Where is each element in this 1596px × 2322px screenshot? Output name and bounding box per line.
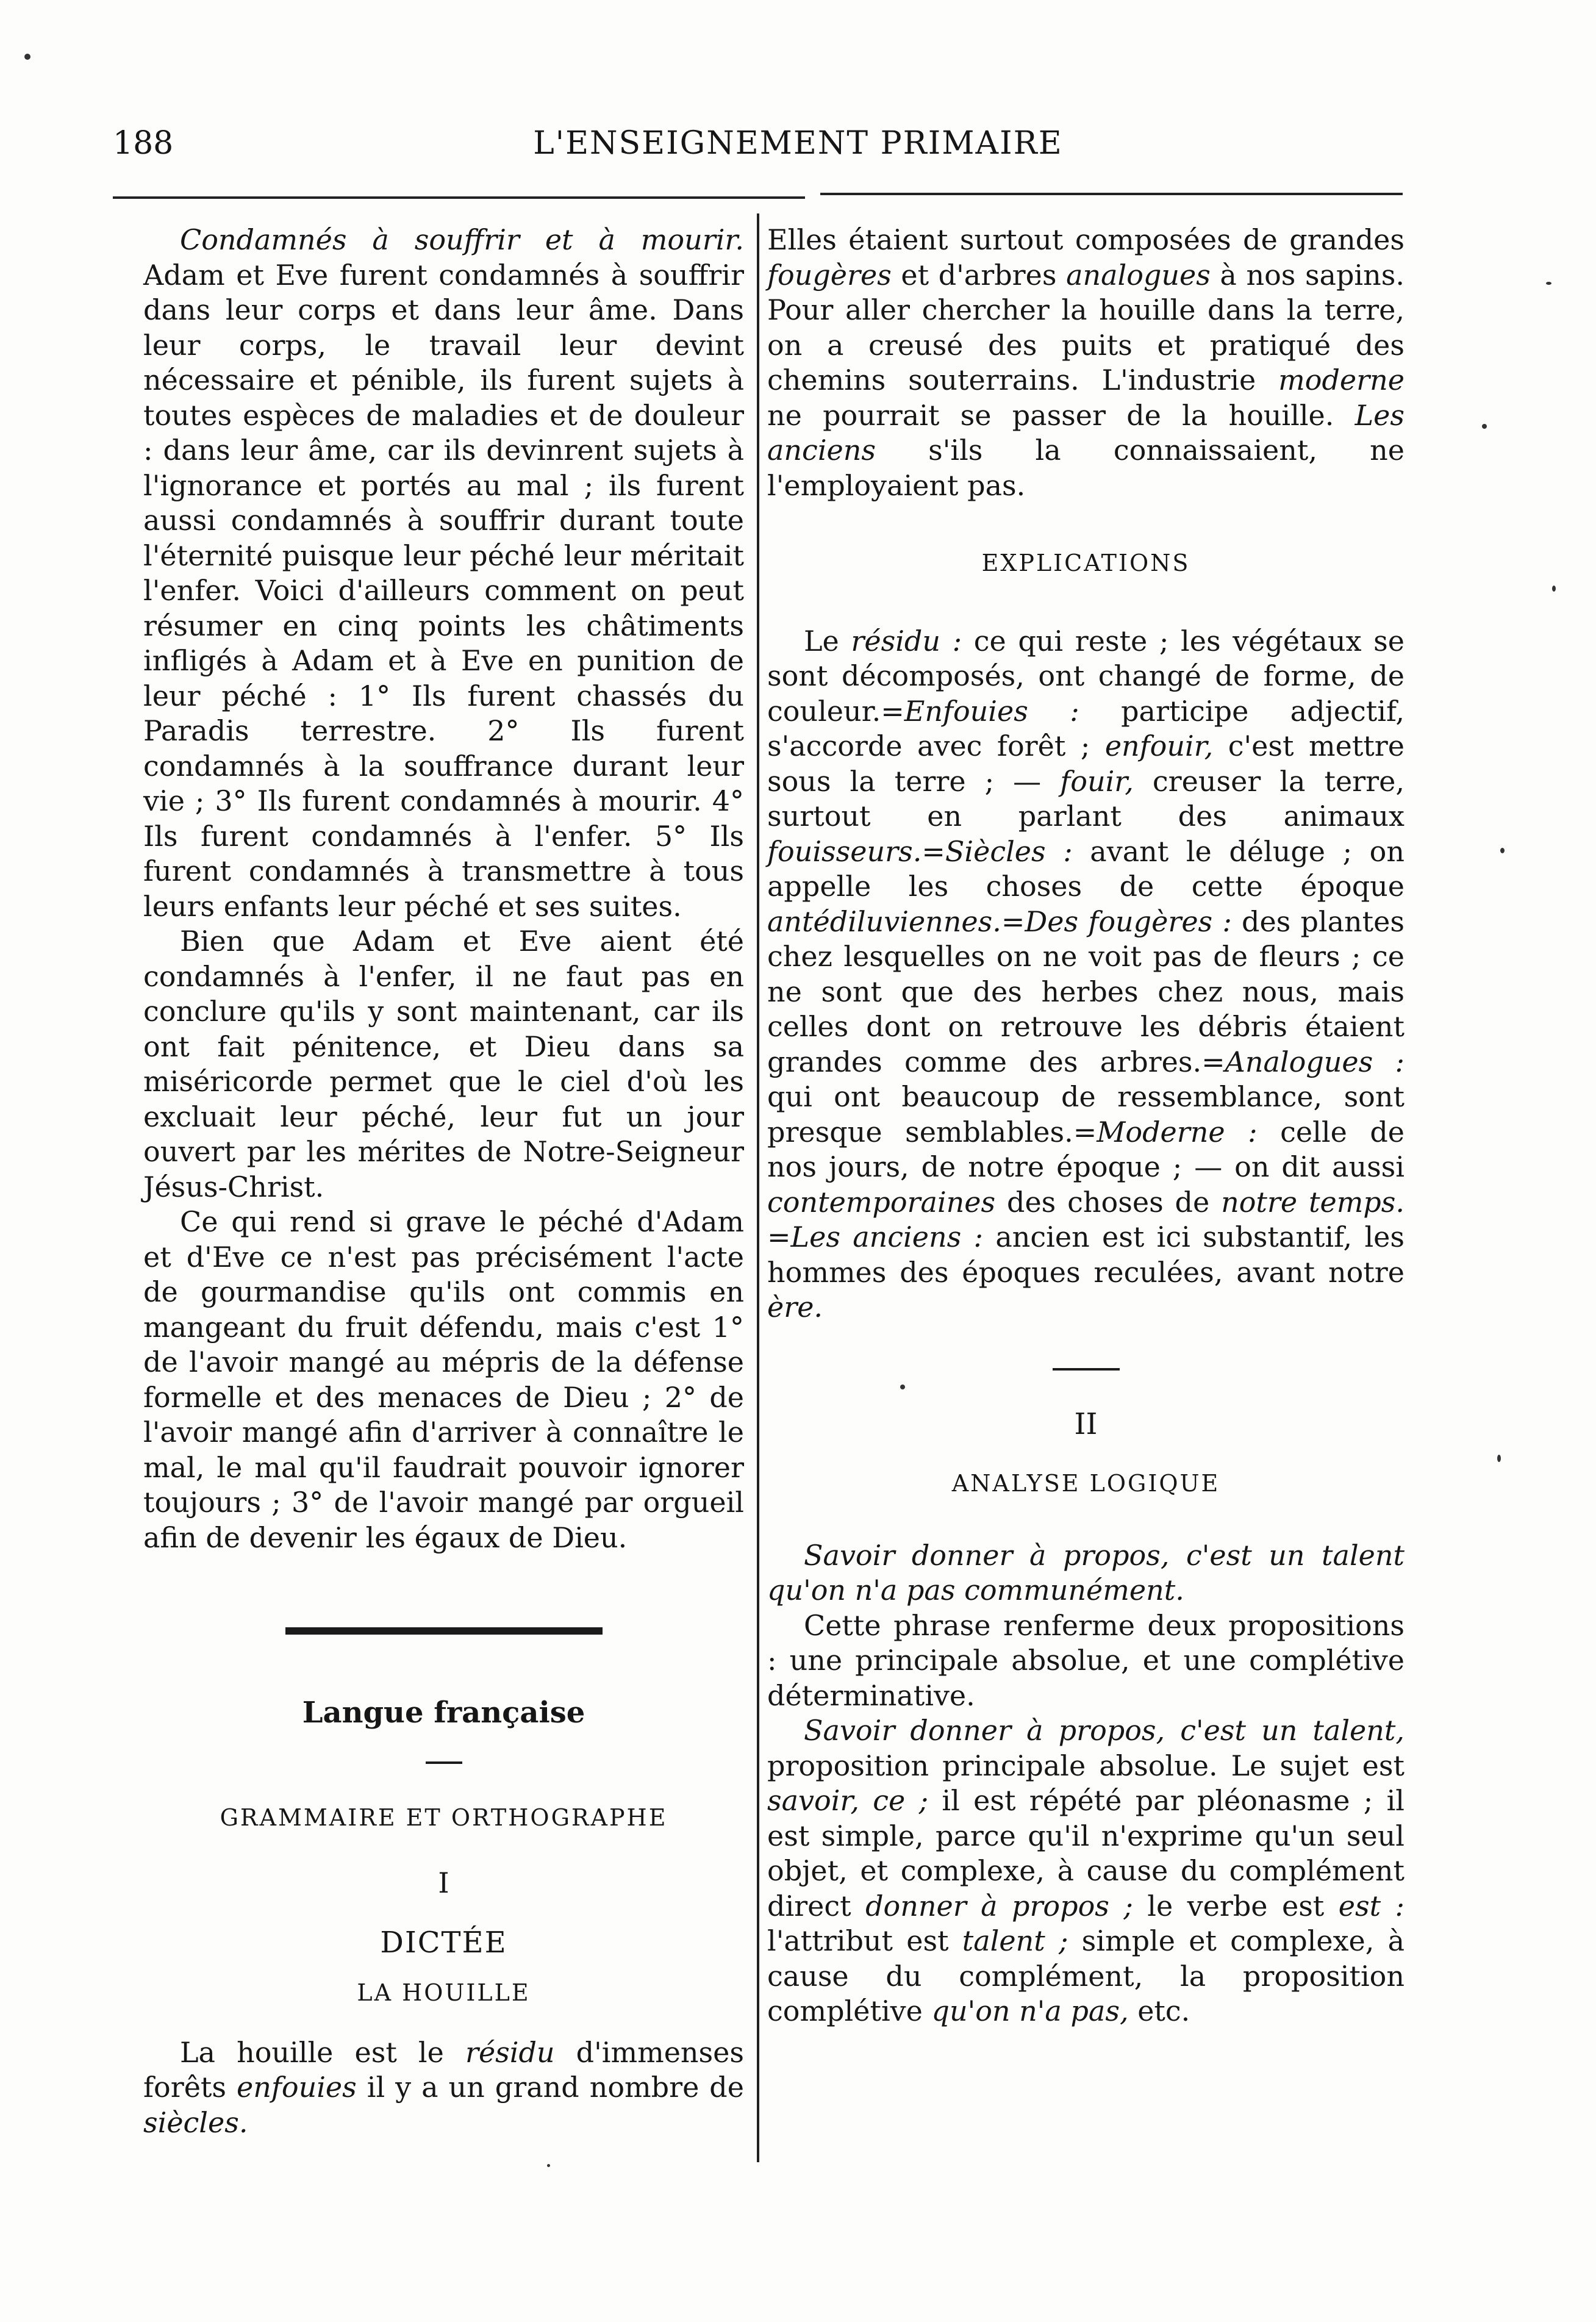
italic-run: Moderne : xyxy=(1097,1115,1258,1148)
section-rule xyxy=(285,1627,603,1635)
dictee-title: LA HOUILLE xyxy=(357,1979,531,2006)
text-run: Le xyxy=(804,624,851,658)
italic-run: résidu : xyxy=(851,624,962,658)
scan-speck xyxy=(1482,424,1487,429)
scan-speck xyxy=(1497,1455,1501,1462)
dictee-continuation xyxy=(767,223,1405,503)
paragraph-penitence: Bien que Adam et Eve aient été condamnés à l'enfer, il ne faut pas en conclure qu'ils y sont maintenant, car ils ont fait pénitence, et Dieu dans sa miséricorde permet que le ciel d'où les excluait leur péché, leur fut un jour ouvert par les mérites de Notre-Seigneur Jésus-Christ. xyxy=(143,925,744,1203)
analyse-sentence: Savoir donner à propos, c'est un talent qu'on n'a pas communément. xyxy=(767,1538,1405,1607)
italic-run: siècles. xyxy=(143,2105,248,2139)
text-run: proposition principale absolue. Le sujet est xyxy=(767,1749,1405,1782)
text-run: participe adjectif, s'accorde avec forêt ; xyxy=(767,694,1405,762)
paragraph-lead: Condamnés à souffrir et à mourir. xyxy=(180,223,744,256)
text-run: ancien est ici substantif, les hommes des époques reculées, avant notre xyxy=(767,1220,1405,1289)
dictee-paragraph xyxy=(143,2035,744,2141)
column-divider xyxy=(757,213,759,2162)
paragraph-chatiments xyxy=(143,223,744,924)
spacer xyxy=(143,1555,744,1627)
italic-run: analogues xyxy=(1066,258,1211,292)
italic-run: contemporaines xyxy=(767,1185,996,1219)
text-run: Elles étaient surtout composées de grandes xyxy=(767,223,1405,256)
spacer xyxy=(767,1371,1405,1407)
italic-run: Les anciens : xyxy=(790,1220,984,1253)
text-run: des plantes chez lesquelles on ne voit pas de fleurs ; ce ne sont que des herbes chez nous, mais celles dont on retrouve les débris étaient grandes comme des arbres.= xyxy=(767,905,1405,1078)
spacer xyxy=(767,581,1405,624)
italic-run: antédiluviennes.=Des fougères : xyxy=(767,905,1232,938)
italic-run: Analogues : xyxy=(1225,1045,1405,1078)
spacer xyxy=(143,1835,744,1866)
text-run: à nos sapins. Pour aller chercher la houille dans la terre, on a creusé des puits et pratiqué des chemins souterrains. L'industrie xyxy=(767,258,1405,396)
italic-run: notre temps. xyxy=(1221,1185,1405,1219)
text-run: et d'arbres xyxy=(891,258,1067,292)
section-title: Langue française xyxy=(302,1696,585,1730)
italic-run: ère. xyxy=(767,1291,823,1324)
text-run: des choses de xyxy=(995,1185,1222,1219)
text-run: = xyxy=(767,1220,791,1253)
italic-run: savoir, ce ; xyxy=(767,1784,929,1817)
subsection-title: GRAMMAIRE ET ORTHOGRAPHE xyxy=(220,1804,668,1831)
italic-run: Savoir donner à propos, c'est un talent, xyxy=(804,1714,1405,1747)
scan-speck xyxy=(24,54,30,60)
header-rule-right xyxy=(820,193,1403,195)
explications-paragraph xyxy=(767,624,1405,1325)
text-run: c'est mettre sous la terre ; — xyxy=(767,729,1405,798)
analyse-heading: ANALYSE LOGIQUE xyxy=(951,1470,1220,1497)
text-run: creuser la terre, surtout en parlant des animaux xyxy=(767,764,1405,833)
text-run: il y a un grand nombre de xyxy=(356,2071,744,2104)
paragraph-text: Adam et Eve furent condamnés à souffrir dans leur corps et dans leur âme. Dans leur corps, le travail leur devint nécessaire et pénible, ils furent sujets à toutes espèces de maladies et de douleur : dans leur âme, car ils devinrent sujets à l'ignorance et portés au mal ; ils furent aussi condamnés à souffrir durant toute l'éternité puisque leur péché leur méritait l'enfer. Voici d'ailleurs comment on peut résumer en cinq points les châtiments infligés à Adam et à Eve en punition de leur péché : 1° Ils furent chassés du Paradis terrestre. 2° Ils furent condamnés à la souffrance durant leur vie ; 3° Ils furent condamnés à mourir. 4° Ils furent condamnés à l'enfer. 5° Ils furent condamnés à transmettre à tous leurs enfants leur péché et ses suites. xyxy=(143,258,744,923)
page-number: 188 xyxy=(113,125,174,162)
text-run: avant le déluge ; on appelle les choses de cette époque xyxy=(767,834,1405,903)
explications-heading: EXPLICATIONS xyxy=(981,550,1190,576)
italic-run: qu'on n'a pas, xyxy=(931,1994,1129,2027)
paragraph-gravite: Ce qui rend si grave le péché d'Adam et d'Eve ce n'est pas précisément l'acte de gourmandise qu'ils ont commis en mangeant du fruit défendu, mais c'est 1° de l'avoir mangé au mépris de la défense formelle et des menaces de Dieu ; 2° de l'avoir mangé afin d'arriver à connaître le mal, le mal qu'il faudrait pouvoir ignorer toujours ; 3° de l'avoir mangé par orgueil afin de devenir les égaux de Dieu. xyxy=(143,1205,744,1554)
italic-run: Les anciens xyxy=(767,398,1405,467)
italic-run: fouir, xyxy=(1060,764,1134,798)
italic-run: est : xyxy=(1338,1889,1405,1922)
text-run: celle de nos jours, de notre époque ; — on dit aussi xyxy=(767,1115,1405,1183)
italic-run: donner à propos ; xyxy=(865,1889,1133,1922)
header-rule-left xyxy=(113,196,805,199)
right-column xyxy=(767,223,1405,2029)
text-run: ce qui reste ; les végétaux se sont décomposés, ont changé de forme, de couleur.= xyxy=(767,624,1405,728)
italic-run: Enfouies : xyxy=(904,694,1079,728)
spacer xyxy=(143,1731,744,1761)
text-run: le verbe est xyxy=(1133,1889,1339,1922)
scan-speck xyxy=(1546,282,1551,285)
roman-numeral: I xyxy=(438,1866,449,1899)
text-run: qui ont beaucoup de ressemblance, sont presque semblables.= xyxy=(767,1080,1405,1148)
italic-run: enfouies xyxy=(237,2071,357,2104)
text-run: ne pourrait se passer de la houille. xyxy=(767,398,1355,432)
dictee-heading: DICTÉE xyxy=(380,1925,507,1960)
spacer xyxy=(767,1502,1405,1538)
scan-speck xyxy=(547,2164,550,2167)
spacer xyxy=(143,1901,744,1926)
italic-run: enfouir, xyxy=(1104,729,1214,762)
italic-run: résidu xyxy=(465,2035,555,2069)
running-title: L'ENSEIGNEMENT PRIMAIRE xyxy=(533,125,1063,162)
text-run: s'ils la connaissaient, ne l'employaient pas. xyxy=(767,434,1405,502)
italic-run: talent ; xyxy=(962,1924,1068,1957)
scan-speck xyxy=(1552,586,1556,592)
roman-numeral: II xyxy=(1074,1406,1098,1441)
text-run: il est répété par pléonasme ; il est simple, parce qu'il n'exprime qu'un seul objet, et complexe, à cause du complément direct xyxy=(767,1784,1405,1922)
italic-run: fougères xyxy=(767,258,892,292)
text-run: l'attribut est xyxy=(767,1924,962,1957)
text-run: simple et complexe, à cause du complément, la proposition complétive xyxy=(767,1924,1405,2027)
spacer xyxy=(767,1442,1405,1466)
text-run: etc. xyxy=(1128,1994,1190,2027)
scan-speck xyxy=(900,1385,905,1389)
spacer xyxy=(143,2011,744,2035)
spacer xyxy=(143,1960,744,1976)
spacer xyxy=(143,1764,744,1801)
text-run: d'immenses forêts xyxy=(143,2035,744,2104)
italic-run: moderne xyxy=(1278,364,1405,396)
analyse-detail xyxy=(767,1713,1405,2029)
left-column xyxy=(143,223,744,2140)
text-run: La houille est le xyxy=(180,2035,465,2069)
analyse-paragraph: Cette phrase renferme deux propositions : une principale absolue, et une complétive déterminative. xyxy=(767,1608,1405,1712)
spacer xyxy=(767,503,1405,546)
spacer xyxy=(767,1325,1405,1368)
spacer xyxy=(143,1635,744,1696)
scan-speck xyxy=(1500,848,1505,853)
italic-run: fouisseurs.=Siècles : xyxy=(767,834,1073,868)
